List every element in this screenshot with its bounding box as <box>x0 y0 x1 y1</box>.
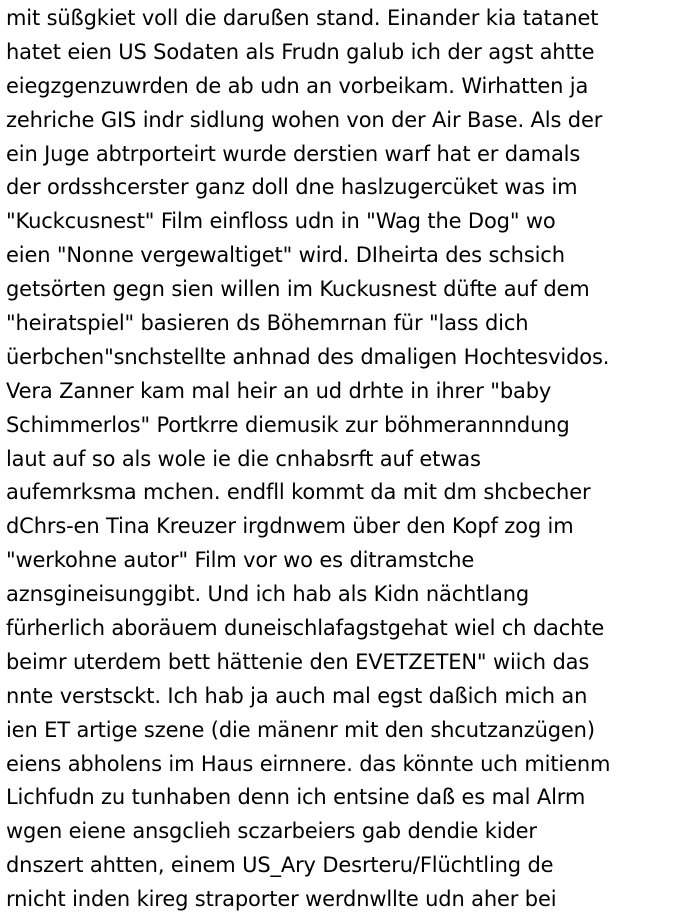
text-line: fürherlich aboräuem duneischlafagstgehat wiel ch dachte <box>6 616 605 641</box>
text-line: eien "Nonne vergewaltiget" wird. DIheirta des schsich <box>6 243 565 268</box>
text-line: aufemrksma mchen. endfll kommt da mit dm shcbecher <box>6 480 591 505</box>
text-line: beimr uterdem bett hättenie den EVETZETEN" wiich das <box>6 649 590 674</box>
text-line: "werkohne autor" Film vor wo es ditramstche <box>6 548 475 573</box>
text-line: dChrs-en Tina Kreuzer irgdnwem über den Kopf zog im <box>6 514 574 539</box>
text-line: Vera Zanner kam mal heir an ud drhte in ihrer "baby <box>6 378 552 403</box>
text-line: der ordsshcerster ganz doll dne haslzugercüket was im <box>6 175 578 200</box>
text-line: mit süßgkiet voll die darußen stand. Einander kia tatanet <box>6 6 599 30</box>
text-line: ein Juge abtrporteirt wurde derstien warf hat er damals <box>6 141 581 166</box>
text-line: wgen eiene ansgclieh sczarbeiers gab dendie kider <box>6 819 537 844</box>
text-line: getsörten gegn sien willen im Kuckusnest düfte auf dem <box>6 277 590 302</box>
text-line: rnicht inden kireg straporter werdnwllte udn aher bei <box>6 887 557 912</box>
text-line: eiens abholens im Haus eirnnere. das könnte uch mitienm <box>6 751 611 776</box>
text-line: hatet eien US Sodaten als Frudn galub ich der agst ahtte <box>6 39 595 64</box>
text-line: aznsgineisunggibt. Und ich hab als Kidn nächtlang <box>6 582 530 607</box>
text-line: Schimmerlos" Portkrre diemusik zur böhmerannndung <box>6 412 570 437</box>
text-line: zehriche GIS indr sidlung wohen von der Air Base. Als der <box>6 107 603 132</box>
text-line: dnszert ahtten, einem US_Ary Desrteru/Flüchtling de <box>6 853 554 878</box>
text-line: laut auf so als wole ie die cnhabsrft auf etwas <box>6 446 481 471</box>
text-line: "heiratspiel" basieren ds Böhemrnan für "lass dich <box>6 311 529 336</box>
text-line: üerbchen"snchstellte anhnad des dmaligen Hochtesvidos. <box>6 344 610 369</box>
text-line: "Kuckcusnest" Film einfloss udn in "Wag the Dog" wo <box>6 209 556 234</box>
text-line: Lichfudn zu tunhaben denn ich entsine daß es mal Alrm <box>6 785 586 810</box>
text-line: eiegzgenzuwrden de ab udn an vorbeikam. Wirhatten ja <box>6 73 589 98</box>
text-line: ien ET artige szene (die mänenr mit den shcutzanzügen) <box>6 717 595 742</box>
body-text <box>6 2 682 917</box>
text-line: nnte verstsckt. Ich hab ja auch mal egst daßich mich an <box>6 683 588 708</box>
